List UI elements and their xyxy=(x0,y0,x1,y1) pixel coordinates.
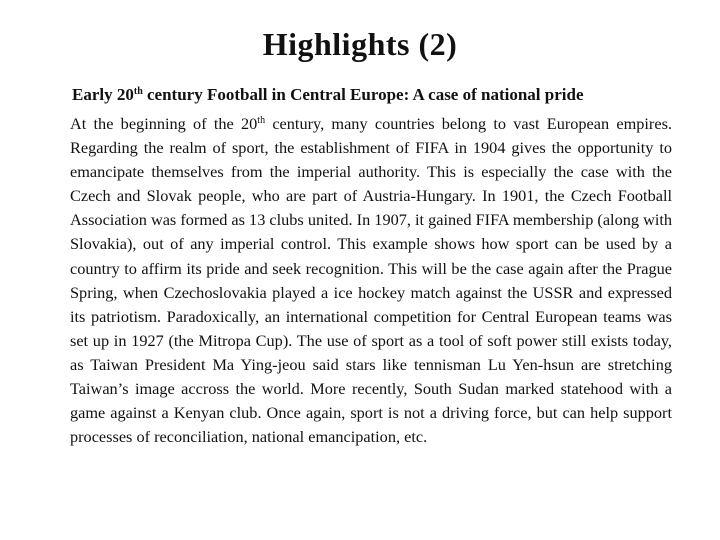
subtitle-text-end: century Football in Central Europe: A case of national pride xyxy=(142,85,584,104)
body-paragraph xyxy=(70,112,672,449)
subtitle-superscript: th xyxy=(133,86,143,97)
subtitle-text-start: Early 20 xyxy=(72,85,134,104)
body-text-end: century, many countries belong to vast European empires. Regarding the realm of sport, the establishment of FIFA in 1904 gives the opportunity to emancipate themselves from the imperial authority. This is especially the case with the Czech and Slovak people, who are part of Austria-Hungary. In 1901, the Czech Football Association was formed as 13 clubs united. In 1907, it gained FIFA membership (along with Slovakia), out of any imperial control. This example shows how sport can be used by a country to affirm its pride and seek recognition. This will be the case again after the Prague Spring, when Czechoslovakia played a ice hockey match against the USSR and expressed its patriotism. Paradoxically, an international competition for Central European teams was set up in 1927 (the Mitropa Cup). The use of sport as a tool of soft power still exists today, as Taiwan President Ma Ying-jeou said stars like tennisman Lu Yen-hsun are stretching Taiwan’s image accross the world. More recently, South Sudan marked statehood with a game against a Kenyan club. Once again, sport is not a driving force, but can help support processes of reconciliation, national emancipation, etc. xyxy=(70,114,673,447)
body-superscript: th xyxy=(257,115,266,126)
slide-subtitle xyxy=(72,85,692,105)
body-text-start: At the beginning of the 20 xyxy=(70,114,258,133)
slide-title: Highlights (2) xyxy=(262,26,458,62)
